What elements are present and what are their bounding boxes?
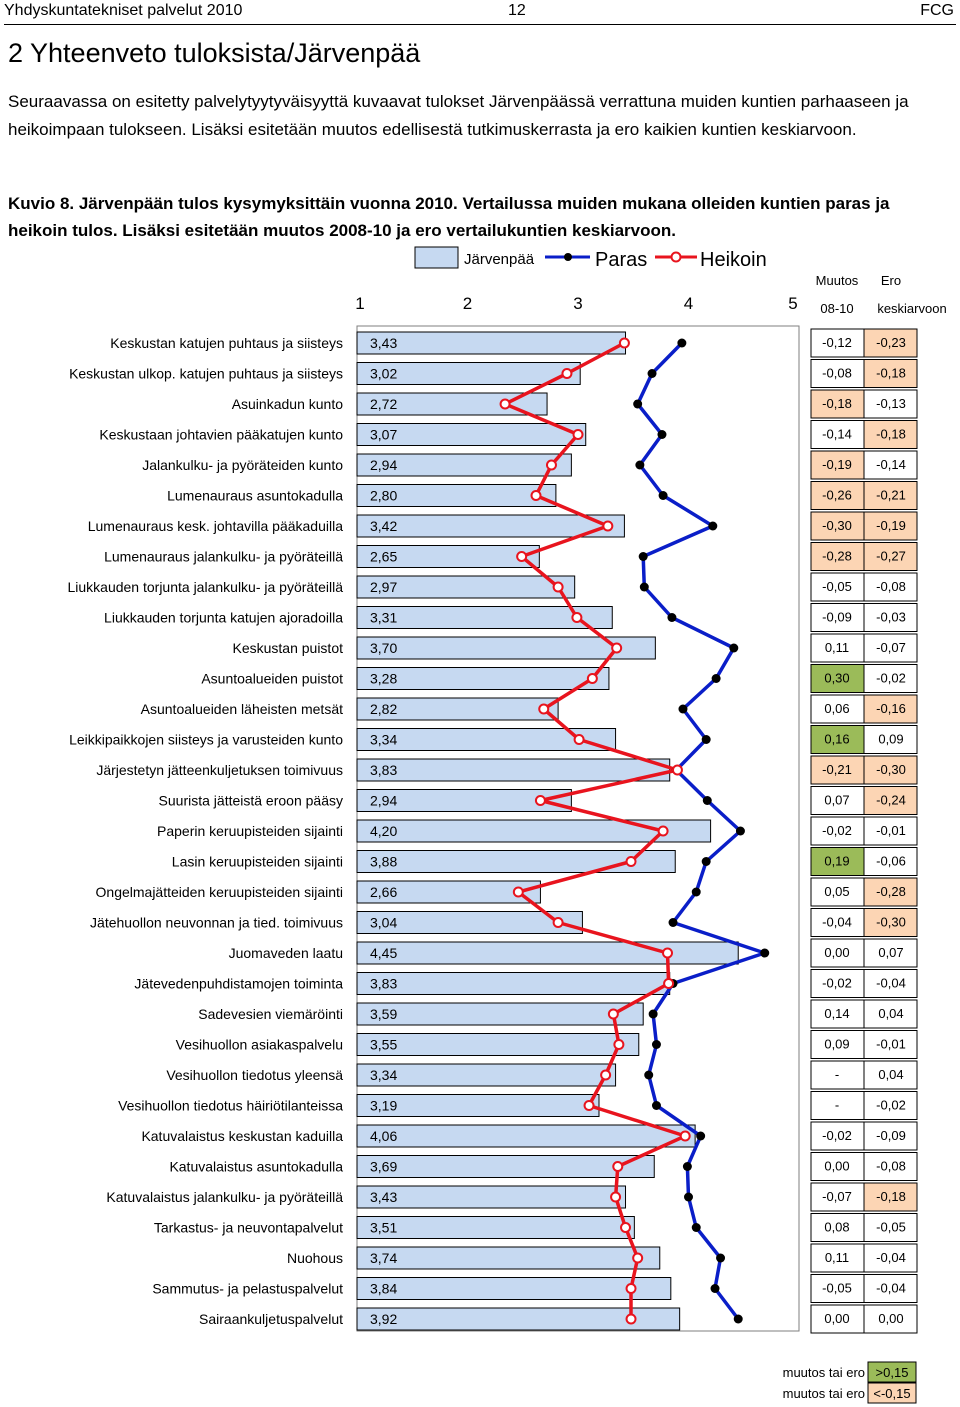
bar-value-label: 2,97: [370, 579, 398, 595]
bar-value-label: 3,74: [370, 1250, 398, 1266]
point-heikoin: [627, 1315, 636, 1324]
intro-paragraph: Seuraavassa on esitetty palvelytyytyväisyyttä kuvaavat tulokset Järvenpäässä verrattuna muiden kuntien parhaaseen ja heikoimpaan tulokseen. Lisäksi esitetään muutos edellisestä tutkimuskerrasta ja ero kaikien kuntien keskiarvoon.: [8, 92, 909, 139]
change-value: -: [834, 1097, 840, 1113]
bar: [357, 332, 626, 354]
point-paras: [683, 1162, 692, 1171]
header-right: FCG: [920, 2, 954, 19]
x-tick-label: 3: [573, 294, 583, 313]
bar-value-label: 2,94: [370, 457, 398, 473]
point-heikoin: [575, 735, 584, 744]
col-header-change-period: 08-10: [820, 301, 854, 316]
point-paras: [712, 674, 721, 683]
point-paras: [633, 400, 642, 409]
point-heikoin: [633, 1254, 642, 1263]
diff-value: 0,04: [878, 1067, 904, 1082]
bar-value-label: 3,43: [370, 335, 398, 351]
point-paras: [639, 552, 648, 561]
diff-value: -0,07: [876, 640, 906, 655]
diff-value: -0,02: [876, 670, 906, 686]
point-heikoin: [663, 949, 672, 958]
category-label: Nuohous: [286, 1250, 343, 1266]
change-value: -0,09: [822, 609, 852, 625]
bar: [357, 1247, 660, 1269]
diff-value: -0,19: [876, 518, 906, 533]
bar-value-label: 2,66: [370, 884, 398, 900]
diff-value: -0,27: [876, 548, 906, 564]
change-value: 0,09: [824, 1036, 850, 1052]
category-label: Järjestetyn jätteenkuljetuksen toimivuus: [96, 762, 343, 778]
category-label: Katuvalaistus keskustan kaduilla: [141, 1128, 343, 1144]
point-heikoin: [681, 1132, 690, 1141]
category-label: Liukkauden torjunta jalankulku- ja pyöräteillä: [67, 579, 343, 595]
bar-value-label: 3,83: [370, 762, 398, 778]
diff-value: -0,01: [876, 823, 906, 838]
change-value: 0,14: [824, 1006, 850, 1021]
change-value: 0,07: [824, 792, 850, 808]
bar-value-label: 3,69: [370, 1158, 398, 1175]
change-value: -: [834, 1067, 840, 1082]
point-paras: [678, 705, 687, 714]
point-paras: [684, 1193, 693, 1202]
change-value: 0,08: [824, 1219, 850, 1235]
diff-value: -0,04: [876, 1250, 906, 1265]
change-value: -0,18: [822, 396, 852, 411]
change-value: 0,11: [824, 640, 850, 655]
change-value: 0,00: [824, 1311, 850, 1326]
change-value: -0,07: [822, 1189, 852, 1204]
diff-value: -0,18: [876, 365, 906, 381]
bar: [357, 973, 670, 995]
diff-value: -0,18: [876, 1189, 906, 1204]
category-label: Liukkauden torjunta katujen ajoradoilla: [104, 609, 343, 626]
bar: [357, 1156, 654, 1178]
point-heikoin: [612, 644, 621, 653]
point-paras: [692, 888, 701, 897]
diff-value: -0,23: [876, 335, 906, 350]
bar-value-label: 2,82: [370, 701, 398, 717]
diff-value: -0,14: [876, 457, 906, 472]
category-label: Jätehuollon neuvonnan ja tied. toimivuus: [90, 914, 343, 931]
diff-value: -0,09: [876, 1128, 906, 1143]
x-tick-label: 2: [462, 294, 473, 313]
bar: [357, 759, 670, 781]
point-heikoin: [673, 766, 682, 775]
point-heikoin: [517, 552, 526, 561]
bar-value-label: 3,42: [370, 518, 398, 534]
diff-value: -0,02: [876, 1097, 906, 1113]
point-paras: [716, 1254, 725, 1263]
legend-label-worst: Heikoin: [700, 249, 767, 271]
diff-value: 0,04: [878, 1006, 904, 1021]
bar-value-label: 3,19: [370, 1097, 398, 1114]
category-label: Vesihuollon tiedotus yleensä: [166, 1067, 343, 1083]
change-value: -0,02: [822, 1128, 852, 1143]
diff-value: -0,28: [876, 884, 906, 899]
change-value: 0,30: [824, 670, 850, 686]
bar-value-label: 3,04: [370, 914, 398, 931]
change-value: 0,00: [824, 1158, 850, 1174]
category-label: Jalankulku- ja pyöräteiden kunto: [142, 457, 343, 473]
bar-value-label: 3,43: [370, 1189, 398, 1205]
col-header-diff: Ero: [880, 273, 902, 288]
bar-value-label: 3,55: [370, 1036, 398, 1053]
change-value: -0,30: [822, 518, 852, 533]
header-page-number: 12: [508, 2, 526, 19]
point-paras: [702, 857, 711, 866]
point-paras: [677, 339, 686, 348]
legend-bar-swatch: [415, 247, 458, 268]
category-label: Katuvalaistus asuntokadulla: [169, 1158, 343, 1175]
category-label: Vesihuollon tiedotus häiriötilanteissa: [118, 1097, 343, 1114]
point-paras: [736, 827, 745, 836]
color-legend-label: muutos tai ero: [782, 1386, 865, 1401]
point-heikoin: [620, 339, 629, 348]
bar-value-label: 4,45: [370, 945, 398, 961]
point-heikoin: [614, 1040, 623, 1049]
category-label: Jätevedenpuhdistamojen toiminta: [134, 975, 343, 992]
bar-value-label: 2,94: [370, 792, 398, 809]
change-value: -0,12: [822, 335, 852, 350]
point-heikoin: [532, 491, 541, 500]
change-value: 0,06: [824, 701, 850, 716]
diff-value: -0,16: [876, 701, 906, 716]
bar-value-label: 3,59: [370, 1006, 398, 1022]
x-tick-label: 4: [683, 294, 694, 313]
point-heikoin: [603, 522, 612, 531]
diff-value: -0,30: [876, 762, 906, 777]
category-label: Sairaankuljetuspalvelut: [199, 1311, 343, 1327]
point-heikoin: [554, 583, 563, 592]
category-label: Vesihuollon asiakaspalvelu: [175, 1036, 343, 1053]
bar-value-label: 3,88: [370, 853, 398, 870]
bar-value-label: 2,80: [370, 487, 398, 504]
figure-caption: Kuvio 8. Järvenpään tulos kysymyksittäin vuonna 2010. Vertailussa muiden mukana olleiden kuntien paras ja heikoin tulos. Lisäksi esitetään muutos 2008-10 ja ero vertailukuntien keskiarvoon.: [8, 194, 890, 240]
category-label: Asuntoalueiden läheisten metsät: [140, 701, 343, 717]
point-heikoin: [609, 1010, 618, 1019]
bar: [357, 1003, 643, 1025]
category-label: Asuntoalueiden puistot: [201, 670, 343, 687]
point-paras: [640, 583, 649, 592]
diff-value: -0,13: [876, 396, 906, 411]
diff-value: -0,06: [876, 853, 906, 869]
bar-value-label: 2,72: [370, 396, 398, 412]
point-heikoin: [601, 1071, 610, 1080]
bar-value-label: 3,28: [370, 670, 398, 687]
diff-value: 0,09: [878, 731, 904, 747]
x-tick-label: 5: [788, 294, 798, 313]
diff-value: 0,07: [878, 945, 904, 960]
category-label: Keskustan ulkop. katujen puhtaus ja siisteys: [69, 365, 343, 382]
point-paras: [669, 918, 678, 927]
point-paras: [659, 491, 668, 500]
category-label: Leikkipaikkojen siisteys ja varusteiden kunto: [69, 731, 343, 748]
change-value: -0,26: [822, 487, 852, 503]
point-heikoin: [621, 1223, 630, 1232]
point-heikoin: [588, 674, 597, 683]
point-heikoin: [585, 1101, 594, 1110]
point-paras: [708, 522, 717, 531]
category-label: Ongelmajätteiden keruupisteiden sijainti: [95, 884, 343, 900]
point-heikoin: [572, 613, 581, 622]
change-value: -0,04: [822, 914, 852, 930]
bar-value-label: 3,83: [370, 975, 398, 992]
category-label: Sammutus- ja pelastuspalvelut: [152, 1280, 343, 1297]
legend-label-jarvenpaa: Järvenpää: [464, 251, 535, 268]
point-paras: [760, 949, 769, 958]
bar: [357, 1186, 626, 1208]
change-value: 0,11: [824, 1250, 850, 1265]
point-heikoin: [627, 1284, 636, 1293]
x-tick-label: 1: [355, 294, 365, 313]
bar-value-label: 3,31: [370, 609, 398, 626]
bar: [357, 1278, 671, 1300]
change-value: -0,28: [822, 548, 852, 564]
bar-value-label: 3,92: [370, 1311, 398, 1327]
legend-label-best: Paras: [595, 249, 648, 271]
bar-value-label: 4,20: [370, 823, 398, 839]
diff-value: -0,08: [876, 1158, 906, 1174]
legend-worst-marker: [672, 253, 681, 262]
diff-value: -0,04: [876, 1280, 906, 1296]
point-paras: [644, 1071, 653, 1080]
point-paras: [667, 613, 676, 622]
col-header-diff-average: keskiarvoon: [877, 301, 947, 316]
point-heikoin: [501, 400, 510, 409]
category-label: Lasin keruupisteiden sijainti: [171, 853, 343, 870]
point-paras: [692, 1223, 701, 1232]
diff-value: -0,24: [876, 792, 906, 808]
diff-value: -0,18: [876, 426, 906, 442]
category-label: Lumenauraus asuntokadulla: [167, 487, 343, 504]
page-title: 2 Yhteenveto tuloksista/Järvenpää: [8, 38, 421, 68]
diff-value: -0,08: [876, 579, 906, 594]
point-heikoin: [539, 705, 548, 714]
category-label: Suurista jätteistä eroon pääsy: [158, 792, 343, 809]
category-label: Lumenauraus kesk. johtavilla pääkaduilla: [87, 518, 343, 534]
bar-value-label: 3,70: [370, 640, 398, 656]
point-paras: [696, 1132, 705, 1141]
bar-value-label: 2,65: [370, 548, 398, 565]
bar-value-label: 3,84: [370, 1280, 398, 1297]
header-left: Yhdyskuntatekniset palvelut 2010: [4, 2, 243, 19]
bar: [357, 942, 738, 964]
point-heikoin: [514, 888, 523, 897]
bar: [357, 1217, 634, 1239]
point-heikoin: [627, 857, 636, 866]
change-value: 0,19: [824, 853, 850, 869]
bar: [357, 1034, 639, 1056]
change-value: -0,05: [822, 1280, 852, 1296]
point-paras: [711, 1284, 720, 1293]
change-value: 0,00: [824, 945, 850, 960]
diff-value: -0,04: [876, 975, 906, 991]
bar-value-label: 3,02: [370, 365, 398, 382]
point-paras: [635, 461, 644, 470]
point-paras: [703, 796, 712, 805]
bar-value-label: 4,06: [370, 1128, 398, 1144]
category-label: Lumenauraus jalankulku- ja pyöräteillä: [104, 548, 343, 565]
change-value: -0,19: [822, 457, 852, 472]
point-heikoin: [659, 827, 668, 836]
color-legend-value: >0,15: [875, 1365, 909, 1380]
color-legend-label: muutos tai ero: [782, 1365, 865, 1380]
category-label: Juomaveden laatu: [228, 945, 343, 961]
point-paras: [652, 1101, 661, 1110]
category-label: Sadevesien viemäröinti: [198, 1006, 343, 1022]
category-label: Keskustaan johtavien pääkatujen kunto: [99, 426, 343, 443]
legend-best-marker: [564, 253, 572, 261]
category-label: Asuinkadun kunto: [231, 396, 343, 412]
point-paras: [649, 1010, 658, 1019]
change-value: -0,08: [822, 365, 852, 381]
point-heikoin: [611, 1193, 620, 1202]
diff-value: -0,21: [876, 487, 906, 503]
point-heikoin: [547, 461, 556, 470]
change-value: -0,02: [822, 823, 852, 838]
diff-value: 0,00: [878, 1311, 904, 1326]
category-label: Paperin keruupisteiden sijainti: [157, 823, 343, 839]
diff-value: -0,05: [876, 1219, 906, 1235]
category-label: Keskustan puistot: [232, 640, 343, 656]
point-paras: [652, 1040, 661, 1049]
category-label: Keskustan katujen puhtaus ja siisteys: [110, 335, 343, 351]
col-header-change: Muutos: [815, 273, 859, 288]
point-heikoin: [554, 918, 563, 927]
point-paras: [729, 644, 738, 653]
point-heikoin: [574, 430, 583, 439]
diff-value: -0,03: [876, 609, 906, 625]
point-heikoin: [664, 979, 673, 988]
diff-value: -0,30: [876, 914, 906, 930]
change-value: -0,05: [822, 579, 852, 594]
bar-value-label: 3,34: [370, 1067, 398, 1083]
point-paras: [648, 369, 657, 378]
change-value: -0,21: [822, 762, 852, 777]
bar-value-label: 3,51: [370, 1219, 398, 1236]
color-legend-value: <-0,15: [873, 1386, 911, 1401]
change-value: 0,05: [824, 884, 850, 899]
bar-value-label: 3,34: [370, 731, 398, 748]
diff-value: -0,01: [876, 1036, 906, 1052]
change-value: -0,02: [822, 975, 852, 991]
change-value: 0,16: [824, 731, 850, 747]
point-heikoin: [562, 369, 571, 378]
point-paras: [734, 1315, 743, 1324]
point-heikoin: [536, 796, 545, 805]
bar: [357, 1125, 695, 1147]
category-label: Tarkastus- ja neuvontapalvelut: [153, 1219, 343, 1236]
change-value: -0,14: [822, 426, 852, 442]
point-paras: [657, 430, 666, 439]
point-heikoin: [613, 1162, 622, 1171]
point-paras: [702, 735, 711, 744]
category-label: Katuvalaistus jalankulku- ja pyöräteillä: [106, 1189, 343, 1205]
bar-value-label: 3,07: [370, 426, 398, 443]
